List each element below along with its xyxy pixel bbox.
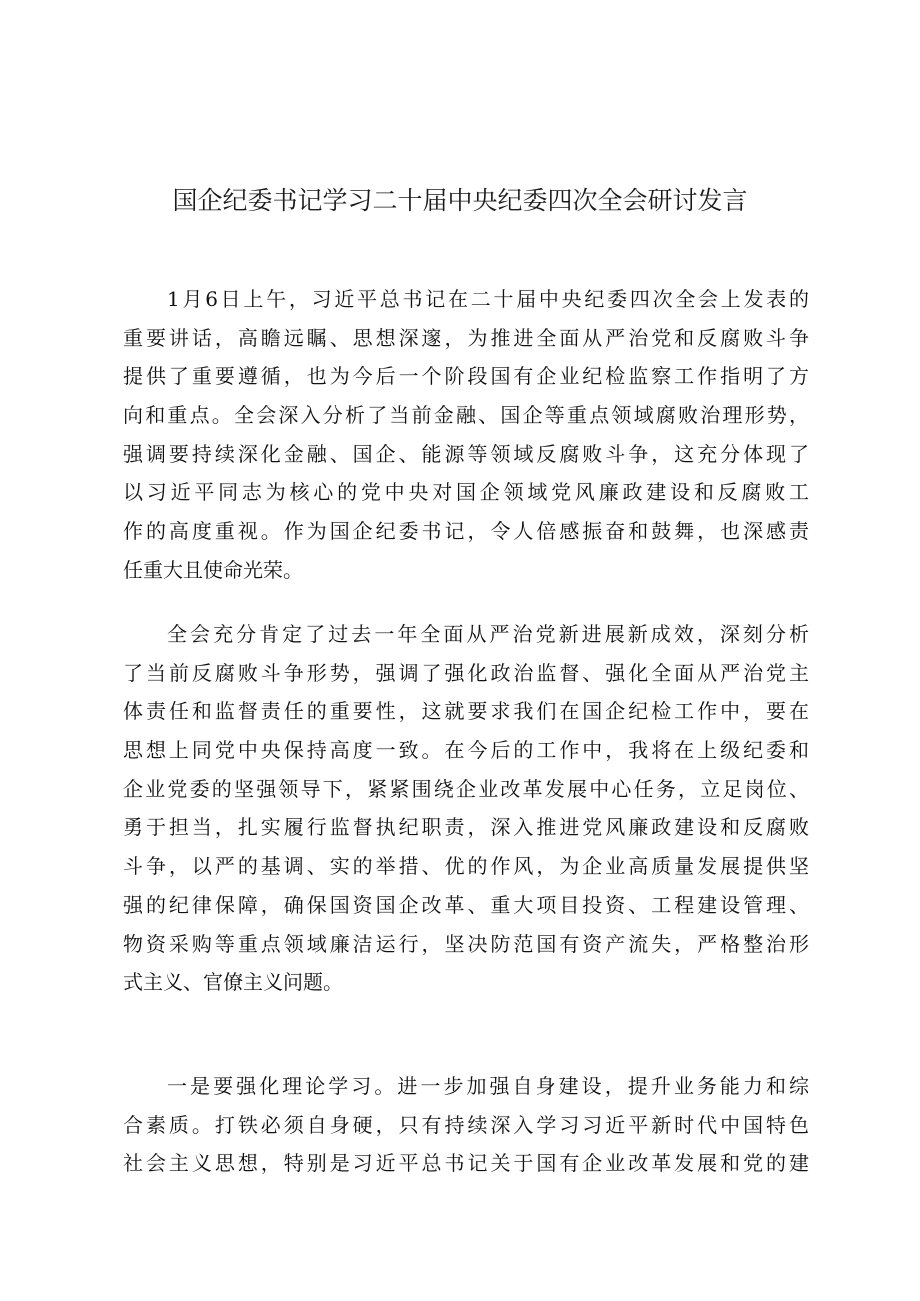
paragraph-line: 全会充分肯定了过去一年全面从严治党新进展新成效，深刻分析 [167,622,809,646]
paragraph-line: 提供了重要遵循，也为今后一个阶段国有企业纪检监察工作指明了方 [123,364,809,389]
paragraph-line: 强调要持续深化金融、国企、能源等领域反腐败斗争，这充分体现了 [123,441,809,466]
paragraph-line: 体责任和监督责任的重要性，这就要求我们在国企纪检工作中，要在 [123,699,809,724]
paragraph-2 [123,615,809,1002]
paragraph-3 [123,1067,809,1183]
paragraph-line: 任重大且使命光荣。 [123,557,303,582]
paragraph-line: 作的高度重视。作为国企纪委书记，令人倍感振奋和鼓舞，也深感责 [123,519,809,544]
paragraph-1 [123,280,809,590]
paragraph-line: 斗争，以严的基调、实的举措、优的作风，为企业高质量发展提供坚 [123,854,809,879]
document-title: 国企纪委书记学习二十届中央纪委四次全会研讨发言 [172,186,748,215]
paragraph-line: 了当前反腐败斗争形势，强调了强化政治监督、强化全面从严治党主 [123,660,809,685]
paragraph-line: 物资采购等重点领域廉洁运行，坚决防范国有资产流失，严格整治形 [123,931,809,956]
paragraph-line: 企业党委的坚强领导下，紧紧围绕企业改革发展中心任务，立足岗位、 [123,776,809,801]
paragraph-line: 思想上同党中央保持高度一致。在今后的工作中，我将在上级纪委和 [123,738,809,763]
paragraph-line: 重要讲话，高瞻远瞩、思想深邃，为推进全面从严治党和反腐败斗争 [123,325,809,350]
paragraph-line: 1月6日上午，习近平总书记在二十届中央纪委四次全会上发表的 [167,287,809,311]
paragraph-line: 向和重点。全会深入分析了当前金融、国企等重点领域腐败治理形势， [123,403,809,428]
paragraph-line: 以习近平同志为核心的党中央对国企领域党风廉政建设和反腐败工 [123,480,809,505]
paragraph-line: 合素质。打铁必须自身硬，只有持续深入学习习近平新时代中国特色 [123,1112,809,1137]
paragraph-line: 勇于担当，扎实履行监督执纪职责，深入推进党风廉政建设和反腐败 [123,815,809,840]
paragraph-line: 式主义、官僚主义问题。 [123,970,343,995]
paragraph-line: 社会主义思想，特别是习近平总书记关于国有企业改革发展和党的建 [123,1151,809,1176]
paragraph-line: 强的纪律保障，确保国资国企改革、重大项目投资、工程建设管理、 [123,892,809,917]
paragraph-line: 一是要强化理论学习。进一步加强自身建设，提升业务能力和综 [167,1074,809,1098]
